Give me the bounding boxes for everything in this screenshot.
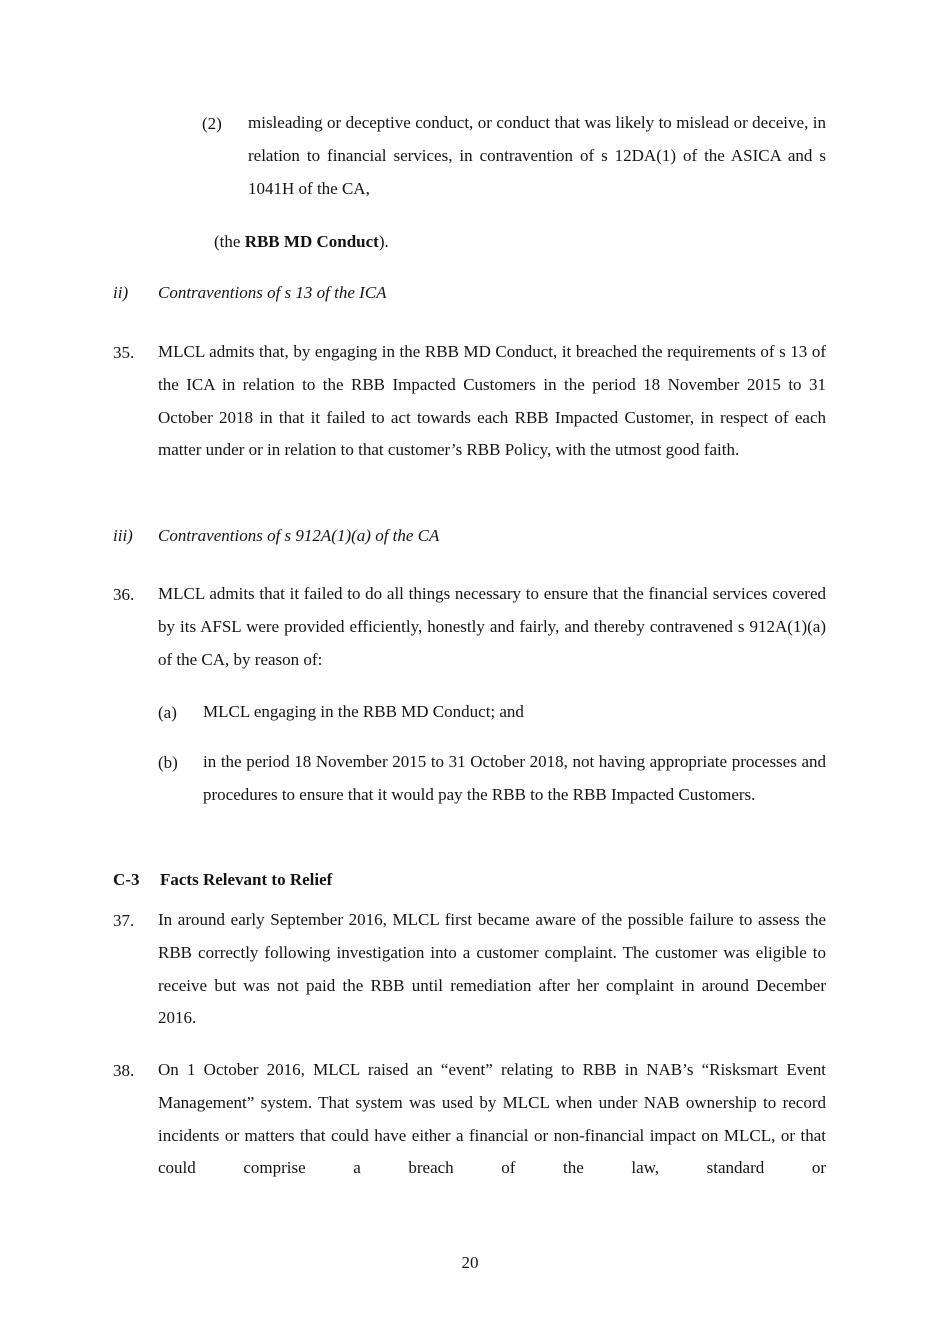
section-c3-label: C-3 (113, 870, 140, 889)
para-37-text: In around early September 2016, MLCL first became aware of the possible failure to assess the RBB correctly following investigation into a customer complaint. The customer was eligible to receive but was not paid the RBB until remediation after her complaint in around December 2016. (158, 910, 826, 1028)
section-iii-label: iii) (113, 526, 133, 545)
para-36-sub-a-text: MLCL engaging in the RBB MD Conduct; and (203, 702, 524, 721)
defined-term (214, 232, 389, 252)
defined-term-suffix: ). (378, 232, 389, 251)
para-37-number: 37. (113, 911, 135, 930)
section-ii-label: ii) (113, 283, 129, 302)
para-36-sub-b-text: in the period 18 November 2015 to 31 October 2018, not having appropriate processes and procedures to ensure that it would pay the RBB to the RBB Impacted Customers. (203, 752, 826, 804)
para-35-number: 35. (113, 343, 135, 362)
para-36-text: MLCL admits that it failed to do all things necessary to ensure that the financial services covered by its AFSL were provided efficiently, honestly and fairly, and thereby contravened s 912A(1)(a) of the CA, by reason of: (158, 584, 826, 669)
section-ii-title: Contraventions of s 13 of the ICA (158, 283, 387, 302)
para-36-sub-b-label: (b) (158, 753, 178, 772)
section-iii-title: Contraventions of s 912A(1)(a) of the CA (158, 526, 440, 545)
para-38-number: 38. (113, 1061, 135, 1080)
item-2-label: (2) (202, 114, 222, 133)
para-36-number: 36. (113, 585, 135, 604)
para-35-text: MLCL admits that, by engaging in the RBB MD Conduct, it breached the requirements of s 13 of the ICA in relation to the RBB Impacted Customers in the period 18 November 2015 to 31 October 2018 in that it failed to act towards each RBB Impacted Customer, in respect of each matter under or in relation to that customer’s RBB Policy, with the utmost good faith. (158, 342, 826, 460)
defined-term-bold: RBB MD Conduct (244, 232, 379, 251)
section-c3-title: Facts Relevant to Relief (160, 870, 333, 889)
para-36-sub-a-label: (a) (158, 703, 177, 722)
item-2-text: misleading or deceptive conduct, or conduct that was likely to mislead or deceive, in relation to financial services, in contravention of s 12DA(1) of the ASICA and s 1041H of the CA, (248, 113, 826, 198)
page-number: 20 (461, 1253, 479, 1272)
para-38-text: On 1 October 2016, MLCL raised an “event” relating to RBB in NAB’s “Risksmart Event Management” system. That system was used by MLCL when under NAB ownership to record incidents or matters that could have either a financial or non-financial impact on MLCL, or that could comprise a breach of the law, standard or (158, 1060, 826, 1178)
defined-term-prefix: (the (214, 232, 245, 251)
